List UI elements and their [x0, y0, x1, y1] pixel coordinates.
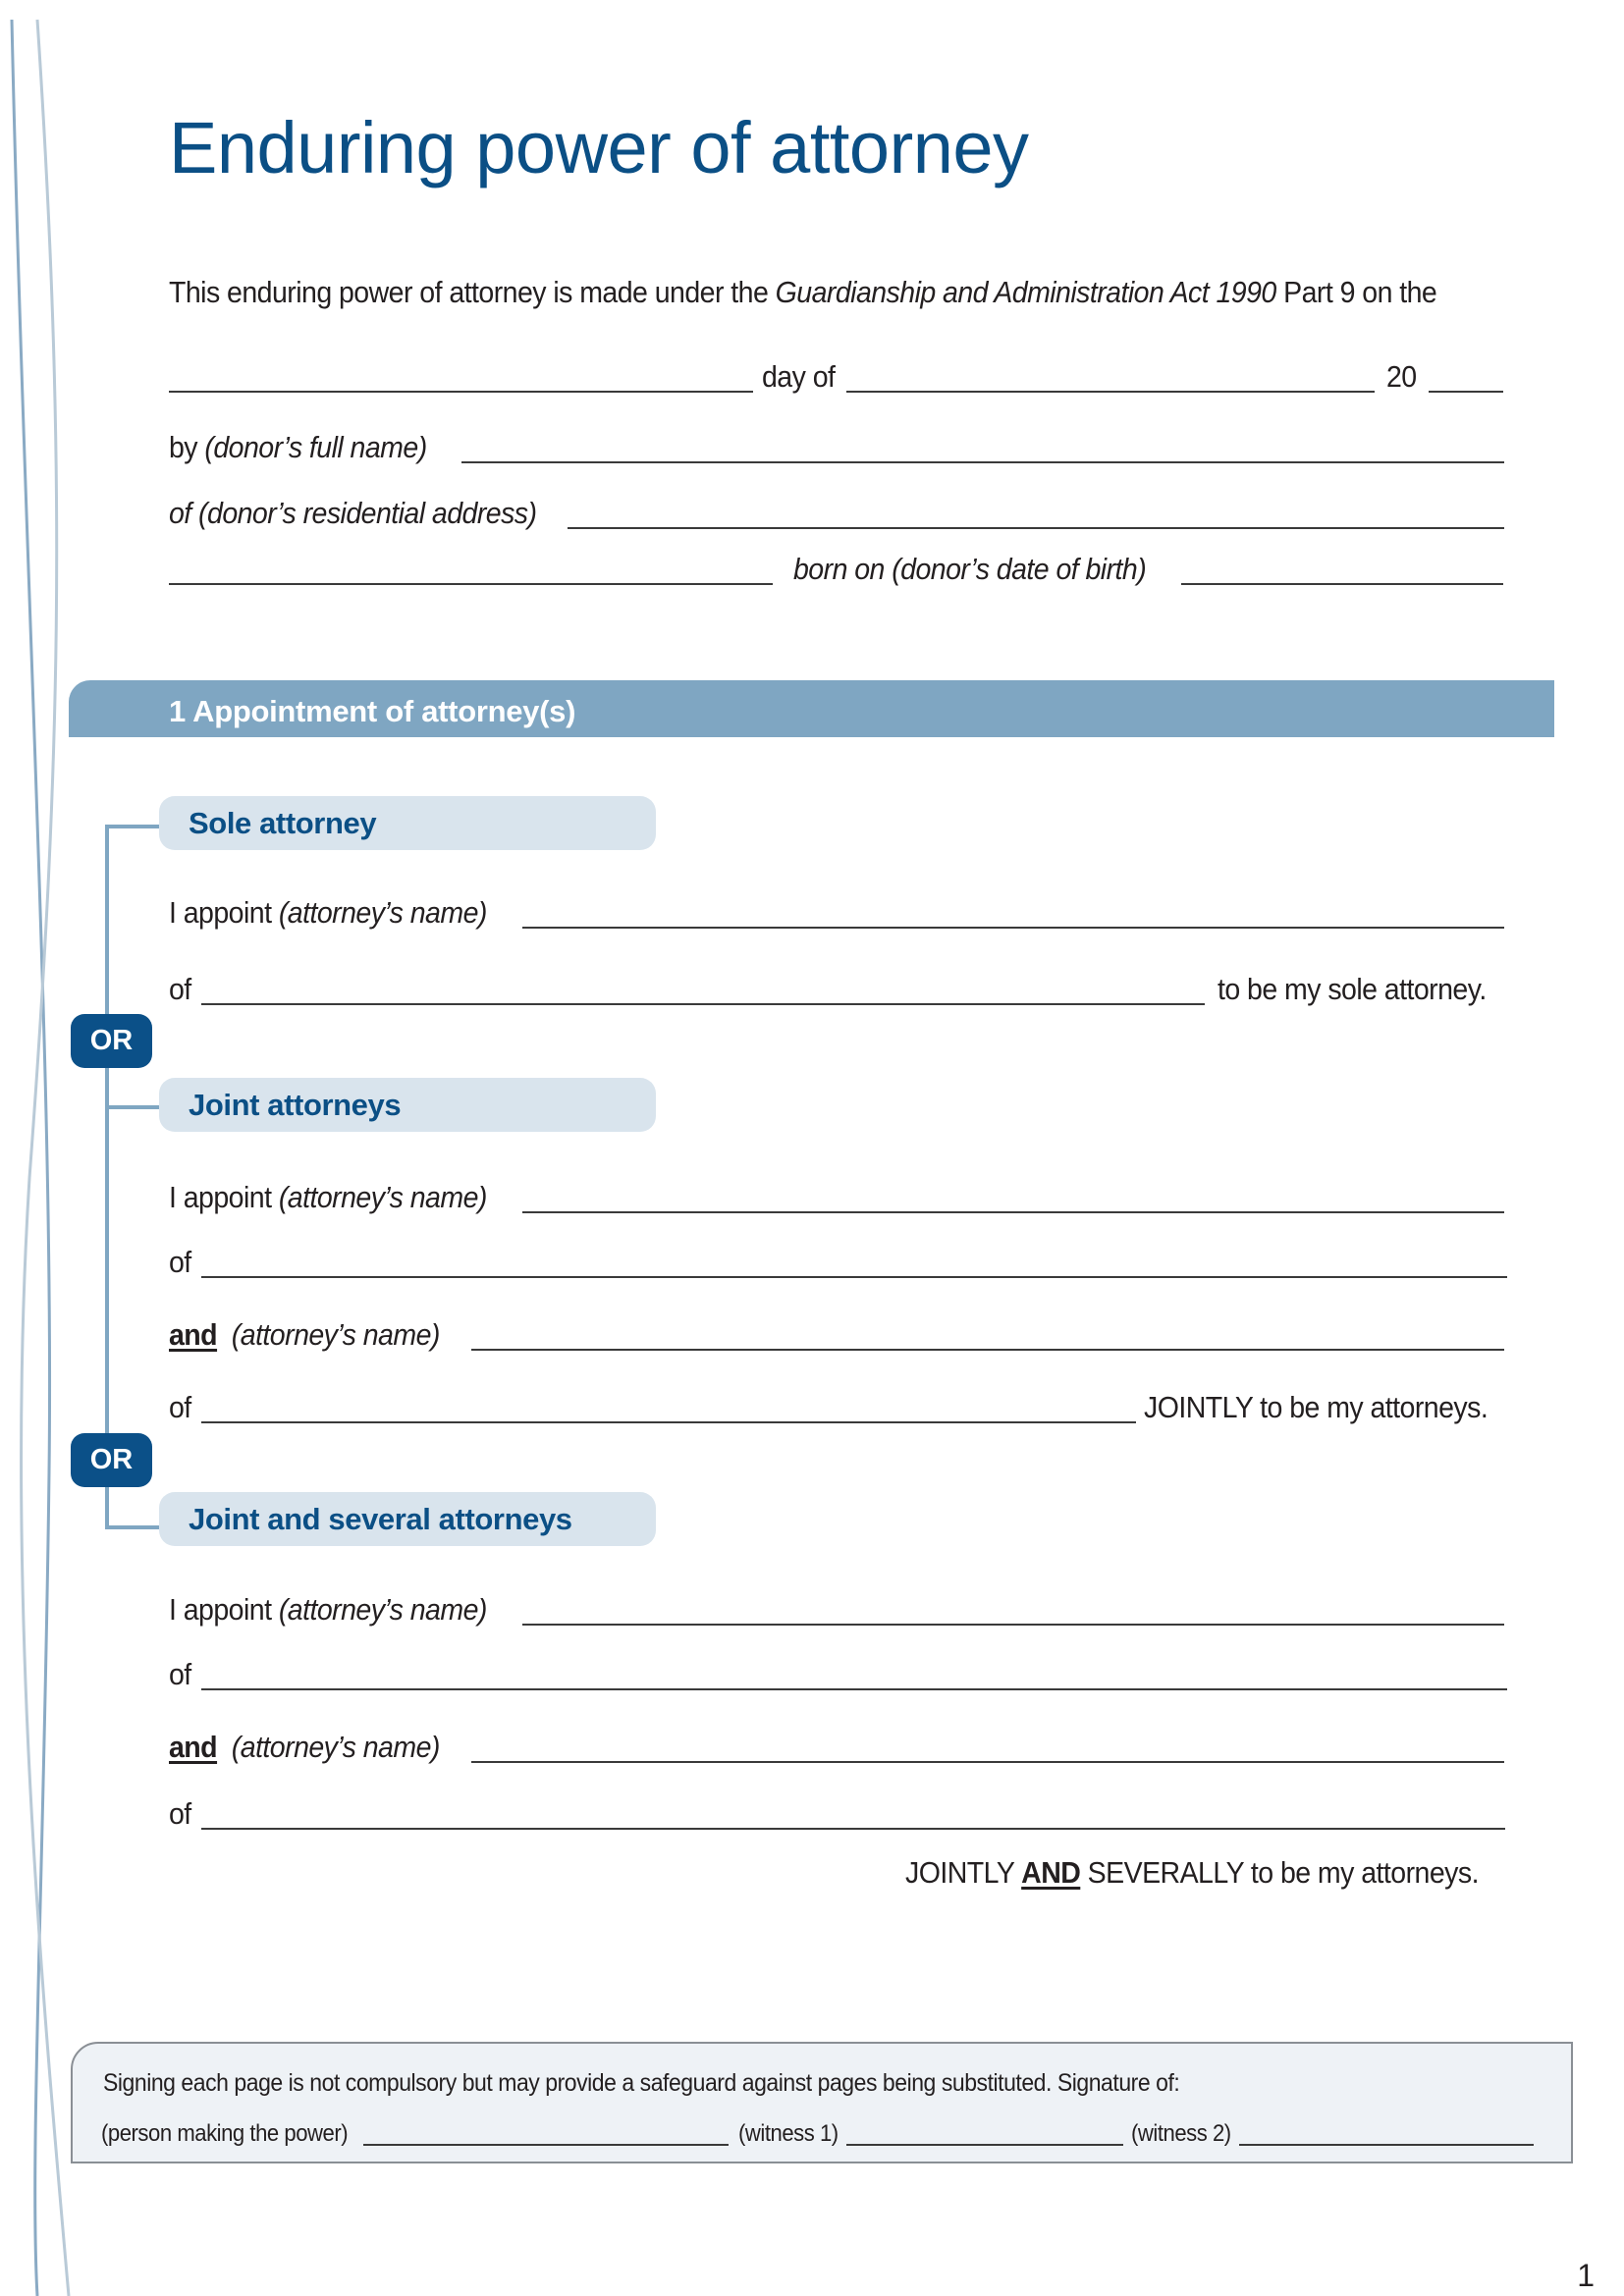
joint-attorneys-heading [159, 1078, 656, 1132]
js-of-label: of [169, 1657, 191, 1691]
connector-joint [105, 1105, 160, 1109]
donor-name-label [169, 430, 427, 465]
jointly-text: JOINTLY [905, 1855, 1022, 1890]
js-and-label [169, 1730, 440, 1765]
option-connector-vertical [105, 825, 109, 1529]
joint-attorneys-heading-text: Joint attorneys [189, 1088, 402, 1122]
witness1-label: (witness 1) [738, 2120, 839, 2147]
donor-address-hint: (donor’s residential address) [198, 496, 537, 530]
sole-attorney-heading [159, 796, 656, 850]
attorney-name-hint: (attorney’s name) [231, 1730, 440, 1764]
witness1-signature-field[interactable] [846, 2144, 1123, 2146]
intro-text-suffix: Part 9 on the [1275, 275, 1437, 309]
page-number: 1 [1577, 2258, 1595, 2293]
joint-appoint-label [169, 1180, 487, 1215]
edge-curve-light [21, 20, 69, 2296]
js-suffix [905, 1855, 1479, 1891]
appoint-text: I appoint [169, 895, 279, 930]
month-field[interactable] [846, 391, 1375, 393]
sole-of-label: of [169, 972, 191, 1006]
connector-sole [105, 825, 160, 828]
of-label: of [169, 496, 199, 530]
witness2-label: (witness 2) [1131, 2120, 1231, 2147]
appoint-text: I appoint [169, 1592, 279, 1627]
day-field[interactable] [169, 391, 753, 393]
and-text: and [169, 1730, 218, 1764]
intro-statement [169, 275, 1436, 310]
joint-and-label [169, 1317, 440, 1353]
and-emphasis: AND [1021, 1855, 1081, 1890]
signature-note: Signing each page is not compulsory but may provide a safeguard against pages being substituted. Signature of: [103, 2069, 1180, 2097]
appoint-text: I appoint [169, 1180, 279, 1214]
donor-address-label [169, 496, 536, 531]
sole-appoint-label [169, 895, 487, 931]
dob-field[interactable] [1181, 583, 1503, 585]
attorney-name-hint: (attorney’s name) [231, 1317, 440, 1352]
page-title: Enduring power of attorney [169, 107, 1029, 188]
connector-joint-several [105, 1525, 160, 1529]
js-of2-label: of [169, 1796, 191, 1831]
donor-name-field[interactable] [461, 461, 1504, 463]
intro-text: This enduring power of attorney is made under the [169, 275, 776, 309]
joint-attorney1-name-field[interactable] [522, 1211, 1504, 1213]
js-attorney2-address-field[interactable] [201, 1828, 1505, 1830]
or-badge: OR [71, 1433, 152, 1487]
sole-suffix: to be my sole attorney. [1218, 972, 1487, 1006]
donor-address-field[interactable] [568, 527, 1504, 529]
and-text: and [169, 1317, 218, 1352]
year-field[interactable] [1429, 391, 1503, 393]
or-badge: OR [71, 1014, 152, 1068]
sole-attorney-address-field[interactable] [201, 1003, 1205, 1005]
witness2-signature-field[interactable] [1239, 2144, 1534, 2146]
severally-text: SEVERALLY to be my attorneys. [1080, 1855, 1479, 1890]
attorney-name-hint: (attorney’s name) [278, 1180, 487, 1214]
joint-suffix: JOINTLY to be my attorneys. [1144, 1390, 1489, 1424]
person-signature-label: (person making the power) [101, 2120, 349, 2147]
by-label: by [169, 430, 205, 464]
person-signature-field[interactable] [363, 2144, 729, 2146]
dob-label: born on (donor’s date of birth) [793, 552, 1147, 586]
js-attorney1-address-field[interactable] [201, 1688, 1507, 1690]
donor-name-hint: (donor’s full name) [204, 430, 427, 464]
day-of-label: day of [762, 359, 836, 394]
joint-attorney2-address-field[interactable] [201, 1421, 1136, 1423]
joint-of-label: of [169, 1245, 191, 1279]
joint-several-heading-text: Joint and several attorneys [189, 1502, 572, 1536]
decorative-edge-lines [0, 0, 118, 2296]
js-attorney2-name-field[interactable] [471, 1761, 1504, 1763]
joint-attorney2-name-field[interactable] [471, 1349, 1504, 1351]
joint-attorney1-address-field[interactable] [201, 1276, 1507, 1278]
joint-several-attorneys-heading [159, 1492, 656, 1546]
attorney-name-hint: (attorney’s name) [278, 1592, 487, 1627]
attorney-name-hint: (attorney’s name) [278, 895, 487, 930]
js-appoint-label [169, 1592, 487, 1628]
section-title: 1 Appointment of attorney(s) [169, 694, 576, 728]
sole-attorney-heading-text: Sole attorney [189, 806, 377, 840]
sole-attorney-name-field[interactable] [522, 927, 1504, 929]
js-attorney1-name-field[interactable] [522, 1624, 1504, 1626]
year-prefix-label: 20 [1386, 359, 1417, 394]
donor-address-field-2[interactable] [169, 583, 773, 585]
joint-of2-label: of [169, 1390, 191, 1424]
act-name: Guardianship and Administration Act 1990 [775, 275, 1276, 309]
